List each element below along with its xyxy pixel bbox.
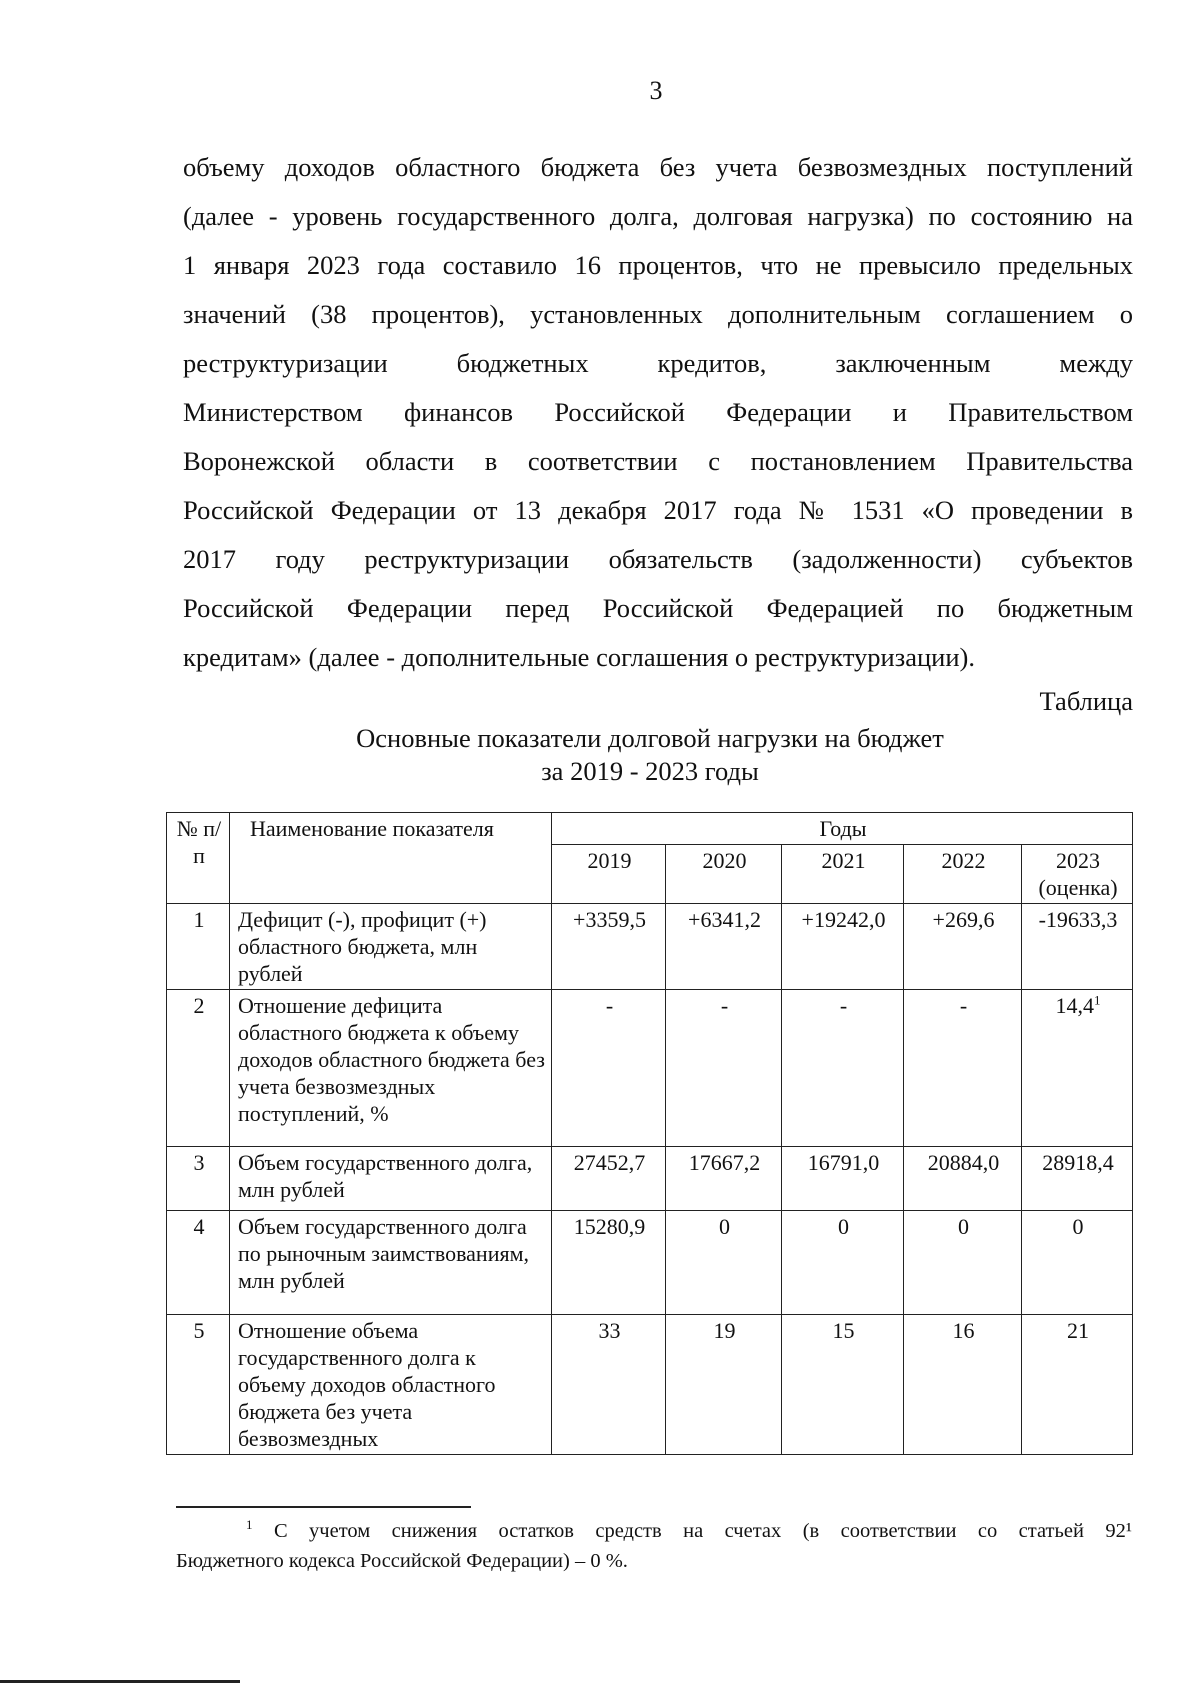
- body-line: (далее - уровень государственного долга, долговая нагрузка) по состоянию на: [183, 201, 1133, 231]
- value-text: +269,6: [932, 907, 995, 932]
- indicator-name: Отношение объема государственного долга к объему доходов областного бюджета без учета безвозмездных: [230, 1315, 552, 1455]
- value-text: 14,4: [1055, 993, 1095, 1018]
- value-text: 33: [598, 1318, 621, 1343]
- value-text: -: [605, 993, 614, 1018]
- value-text: 16: [952, 1318, 975, 1343]
- indicator-value: [904, 1147, 1022, 1211]
- value-text: -: [839, 993, 848, 1018]
- body-line: Министерством финансов Российской Федерации и Правительством: [183, 397, 1133, 427]
- indicator-value: [1022, 904, 1133, 990]
- value-text: 0: [958, 1214, 969, 1239]
- footnote-divider: [176, 1506, 471, 1508]
- indicator-name: Отношение дефицита областного бюджета к объему доходов областного бюджета без учета безвозмездных поступлений, %: [230, 990, 552, 1147]
- indicator-value: [782, 1315, 904, 1455]
- table-label: Таблица: [1039, 686, 1133, 716]
- value-text: +3359,5: [573, 907, 646, 932]
- body-line: Воронежской области в соответствии с постановлением Правительства: [183, 446, 1133, 476]
- header-year: 2021: [782, 845, 904, 904]
- indicator-value: [666, 990, 782, 1147]
- debt-indicators-table: [166, 812, 1133, 1455]
- indicator-value: [904, 904, 1022, 990]
- indicator-value: [904, 1211, 1022, 1315]
- value-text: 15280,9: [573, 1214, 646, 1239]
- table-row: [167, 904, 1133, 990]
- value-text: -19633,3: [1038, 907, 1118, 932]
- value-text: 17667,2: [688, 1150, 761, 1175]
- indicator-value: [666, 904, 782, 990]
- value-text: 27452,7: [573, 1150, 646, 1175]
- indicator-value: [552, 1211, 666, 1315]
- header-year: 2023 (оценка): [1022, 845, 1133, 904]
- indicator-value: [782, 1147, 904, 1211]
- indicator-value: [782, 904, 904, 990]
- indicator-name: Дефицит (-), профицит (+) областного бюджета, млн рублей: [230, 904, 552, 990]
- value-text: 21: [1067, 1318, 1090, 1343]
- indicator-value: [1022, 1315, 1133, 1455]
- value-text: 15: [832, 1318, 855, 1343]
- row-number: 2: [167, 990, 230, 1147]
- page-number: 3: [649, 76, 663, 105]
- value-text: 20884,0: [927, 1150, 1000, 1175]
- footnote-text: С учетом снижения остатков средств на счетах (в соответствии со статьей 92¹: [273, 1520, 1133, 1542]
- footnote-line: Бюджетного кодекса Российской Федерации) – 0 %.: [176, 1550, 628, 1572]
- table-title-line: Основные показатели долговой нагрузки на бюджет: [356, 723, 944, 753]
- indicator-name: Объем государственного долга по рыночным заимствованиям, млн рублей: [230, 1211, 552, 1315]
- body-line: кредитам» (далее - дополнительные соглашения о реструктуризации).: [183, 642, 975, 672]
- value-text: 16791,0: [807, 1150, 880, 1175]
- indicator-value: [552, 1147, 666, 1211]
- row-number: 3: [167, 1147, 230, 1211]
- value-text: 0: [1072, 1214, 1084, 1239]
- footnote-marker: 1: [246, 1517, 253, 1533]
- body-paragraph: [183, 143, 1133, 682]
- indicator-value: [1022, 1211, 1133, 1315]
- indicator-value: [666, 1211, 782, 1315]
- body-line: Российской Федерации перед Российской Федерацией по бюджетным: [183, 593, 1133, 623]
- value-text: 28918,4: [1042, 1150, 1114, 1175]
- footnote: [176, 1516, 1132, 1576]
- indicator-value: [904, 1315, 1022, 1455]
- page-edge-mark: [0, 1680, 240, 1683]
- value-text: 0: [838, 1214, 849, 1239]
- body-line: Российской Федерации от 13 декабря 2017 года № 1531 «О проведении в: [183, 495, 1133, 525]
- value-text: 19: [713, 1318, 736, 1343]
- table-row: [167, 1315, 1133, 1455]
- header-year: 2020: [666, 845, 782, 904]
- value-text: 0: [719, 1214, 730, 1239]
- header-number: № п/п: [167, 813, 230, 904]
- indicator-value: [552, 904, 666, 990]
- table-title-line: за 2019 - 2023 годы: [541, 756, 759, 786]
- table-row: [167, 1147, 1133, 1211]
- table-row: [167, 1211, 1133, 1315]
- indicator-value: [1022, 990, 1133, 1147]
- indicator-value: [552, 990, 666, 1147]
- indicator-value: [552, 1315, 666, 1455]
- value-text: -: [959, 993, 968, 1018]
- body-line: значений (38 процентов), установленных дополнительным соглашением о: [183, 299, 1133, 329]
- header-years: Годы: [552, 813, 1133, 845]
- header-year: 2019: [552, 845, 666, 904]
- indicator-name: Объем государственного долга, млн рублей: [230, 1147, 552, 1211]
- value-text: -: [720, 993, 729, 1018]
- value-text: +6341,2: [688, 907, 761, 932]
- indicator-value: [782, 990, 904, 1147]
- value-text: +19242,0: [801, 907, 886, 932]
- indicator-value: [904, 990, 1022, 1147]
- indicator-value: [1022, 1147, 1133, 1211]
- body-line: объему доходов областного бюджета без учета безвозмездных поступлений: [183, 152, 1133, 182]
- footnote-line: [176, 1516, 1132, 1546]
- footnote-reference: 1: [1094, 992, 1101, 1008]
- indicator-value: [782, 1211, 904, 1315]
- header-indicator-name: Наименование показателя: [230, 813, 552, 904]
- body-line: 1 января 2023 года составило 16 процентов, что не превысило предельных: [183, 250, 1133, 280]
- table-title: [300, 722, 1000, 788]
- row-number: 1: [167, 904, 230, 990]
- row-number: 4: [167, 1211, 230, 1315]
- indicator-value: [666, 1147, 782, 1211]
- table-body: [167, 904, 1133, 1455]
- body-line: 2017 году реструктуризации обязательств (задолженности) субъектов: [183, 544, 1133, 574]
- row-number: 5: [167, 1315, 230, 1455]
- indicator-value: [666, 1315, 782, 1455]
- table-row: [167, 990, 1133, 1147]
- body-line: реструктуризации бюджетных кредитов, заключенным между: [183, 348, 1133, 378]
- header-year: 2022: [904, 845, 1022, 904]
